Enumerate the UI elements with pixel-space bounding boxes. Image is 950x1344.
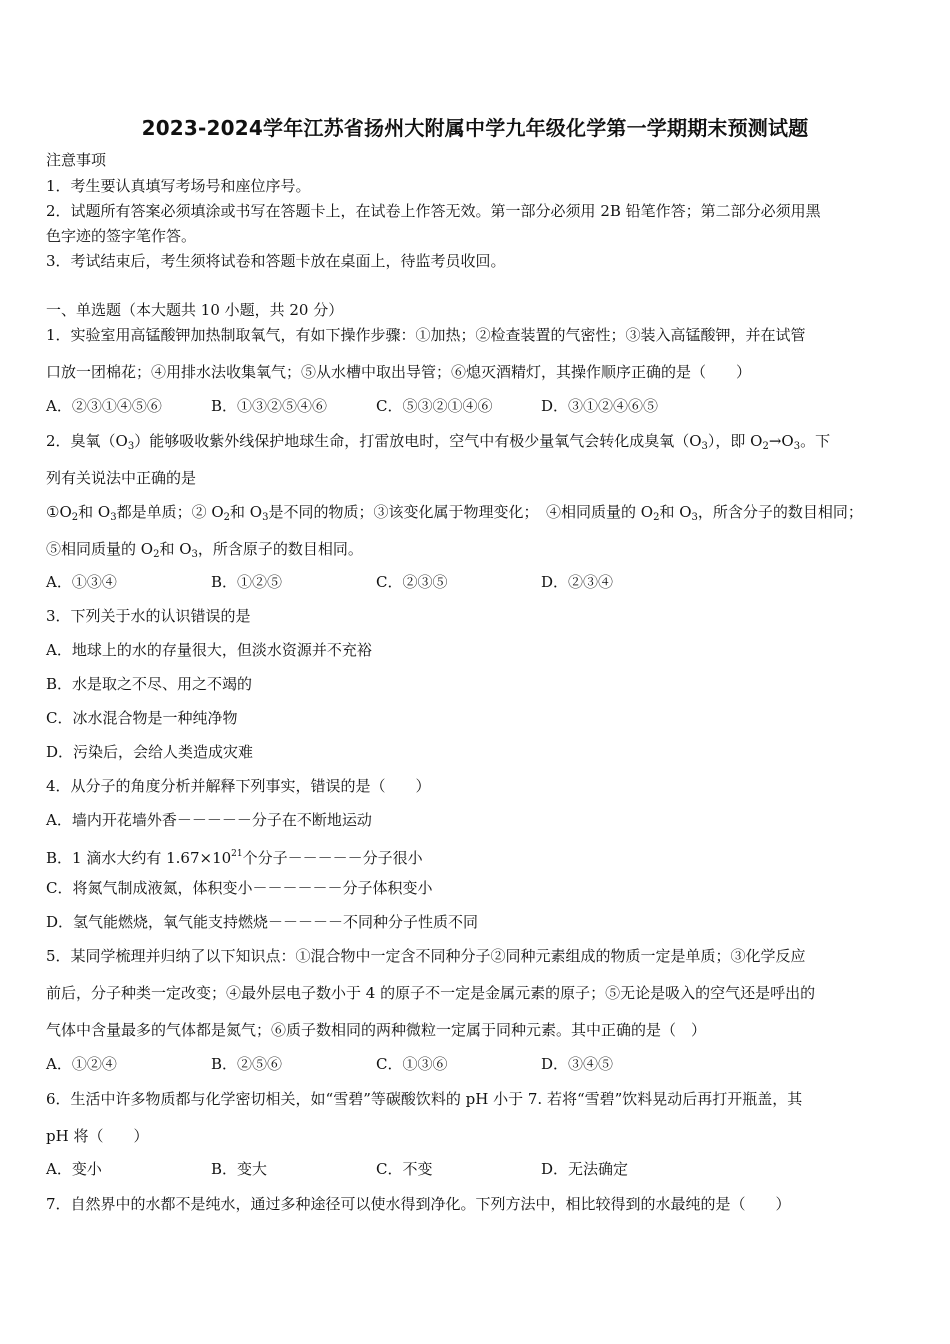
option-a: A．墙内开花墙外香－－－－－分子在不断地运动	[46, 811, 372, 829]
question-5-line-1: 5．某同学梳理并归纳了以下知识点：①混合物中一定含不同种分子②同种元素组成的物质一定是单质；③化学反应	[46, 947, 806, 965]
option-d: D．③①②④⑥⑤	[541, 397, 659, 415]
option-b: B．1 滴水大约有 $1.67\times 10^{21}$个分子－－－－－分子很小	[46, 849, 423, 867]
option-a: A．变小	[46, 1160, 102, 1178]
option-a: A．①②④	[46, 1055, 117, 1073]
page-title: 2023-2024学年江苏省扬州大附属中学九年级化学第一学期期末预测试题	[141, 116, 809, 140]
notice-item: 1．考生要认真填写考场号和座位序号。	[46, 177, 311, 195]
option-d: D．污染后，会给人类造成灾难	[46, 743, 254, 761]
option-a: A．地球上的水的存量很大，但淡水资源并不充裕	[46, 641, 372, 659]
notice-item: 色字迹的签字笔作答。	[46, 227, 197, 245]
option-c: C．不变	[376, 1160, 433, 1178]
question-2-line-3: $①O_2$和 $O_3$都是单质；② $O_2$和 $O_3$是不同的物质；③该变化属于物理变化； ④相同质量的 $O_2$和 $O_3$，所含分子的数目相同；	[46, 503, 863, 523]
option-c: C．②③⑤	[376, 573, 448, 591]
question-1-line-1: 1．实验室用高锰酸钾加热制取氧气，有如下操作步骤：①加热；②检查装置的气密性；③装入高锰酸钾，并在试管	[46, 326, 806, 344]
question-1-line-2: 口放一团棉花；④用排水法收集氧气；⑤从水槽中取出导管；⑥熄灭酒精灯，其操作顺序正确的是（ ）	[46, 363, 752, 381]
option-b: B．②⑤⑥	[211, 1055, 283, 1073]
question-4-stem: 4．从分子的角度分析并解释下列事实，错误的是（ ）	[46, 777, 431, 795]
option-c: C．冰水混合物是一种纯净物	[46, 709, 238, 727]
notice-item: 2．试题所有答案必须填涂或书写在答题卡上，在试卷上作答无效。第一部分必须用 2B 铅笔作答；第二部分必须用黑	[46, 202, 821, 220]
notice-heading: 注意事项	[46, 151, 107, 169]
option-c: C．⑤③②①④⑥	[376, 397, 493, 415]
option-a: A．①③④	[46, 573, 117, 591]
option-c: C．将氮气制成液氮，体积变小－－－－－－分子体积变小	[46, 879, 433, 897]
option-b: B．变大	[211, 1160, 268, 1178]
option-b: B．①③②⑤④⑥	[211, 397, 328, 415]
question-5-line-3: 气体中含量最多的气体都是氮气；⑥质子数相同的两种微粒一定属于同种元素。其中正确的是（ ）	[46, 1021, 707, 1039]
option-d: D．③④⑤	[541, 1055, 614, 1073]
question-3-stem: 3．下列关于水的认识错误的是	[46, 607, 251, 625]
question-2-line-1: 2．臭氧$(O_3)$能够吸收紫外线保护地球生命，打雷放电时，空气中有极少量氧气会转化成臭氧$(O_3)$，即 $O_2\to O_3$。下	[46, 432, 831, 452]
question-7-stem: 7．自然界中的水都不是纯水，通过多种途径可以使水得到净化。下列方法中，相比较得到的水最纯的是（ ）	[46, 1195, 791, 1213]
question-6-line-2: pH 将（ ）	[46, 1127, 149, 1145]
option-c: C．①③⑥	[376, 1055, 448, 1073]
question-2-line-4: ⑤相同质量的 $O_2$和 $O_3$，所含原子的数目相同。	[46, 540, 363, 560]
option-d: D．氢气能燃烧，氧气能支持燃烧－－－－－不同种分子性质不同	[46, 913, 479, 931]
question-5-line-2: 前后，分子种类一定改变；④最外层电子数小于 4 的原子不一定是金属元素的原子；⑤无论是吸入的空气还是呼出的	[46, 984, 816, 1002]
question-2-line-2: 列有关说法中正确的是	[46, 469, 197, 487]
section-heading: 一、单选题（本大题共 10 小题，共 20 分）	[46, 301, 344, 319]
option-d: D．无法确定	[541, 1160, 629, 1178]
option-d: D．②③④	[541, 573, 614, 591]
option-b: B．水是取之不尽、用之不竭的	[46, 675, 253, 693]
notice-item: 3．考试结束后，考生须将试卷和答题卡放在桌面上，待监考员收回。	[46, 252, 506, 270]
option-a: A．②③①④⑤⑥	[46, 397, 162, 415]
question-6-line-1: 6．生活中许多物质都与化学密切相关，如“雪碧”等碳酸饮料的 pH 小于 7. 若将“雪碧”饮料晃动后再打开瓶盖，其	[46, 1090, 803, 1108]
option-b: B．①②⑤	[211, 573, 283, 591]
